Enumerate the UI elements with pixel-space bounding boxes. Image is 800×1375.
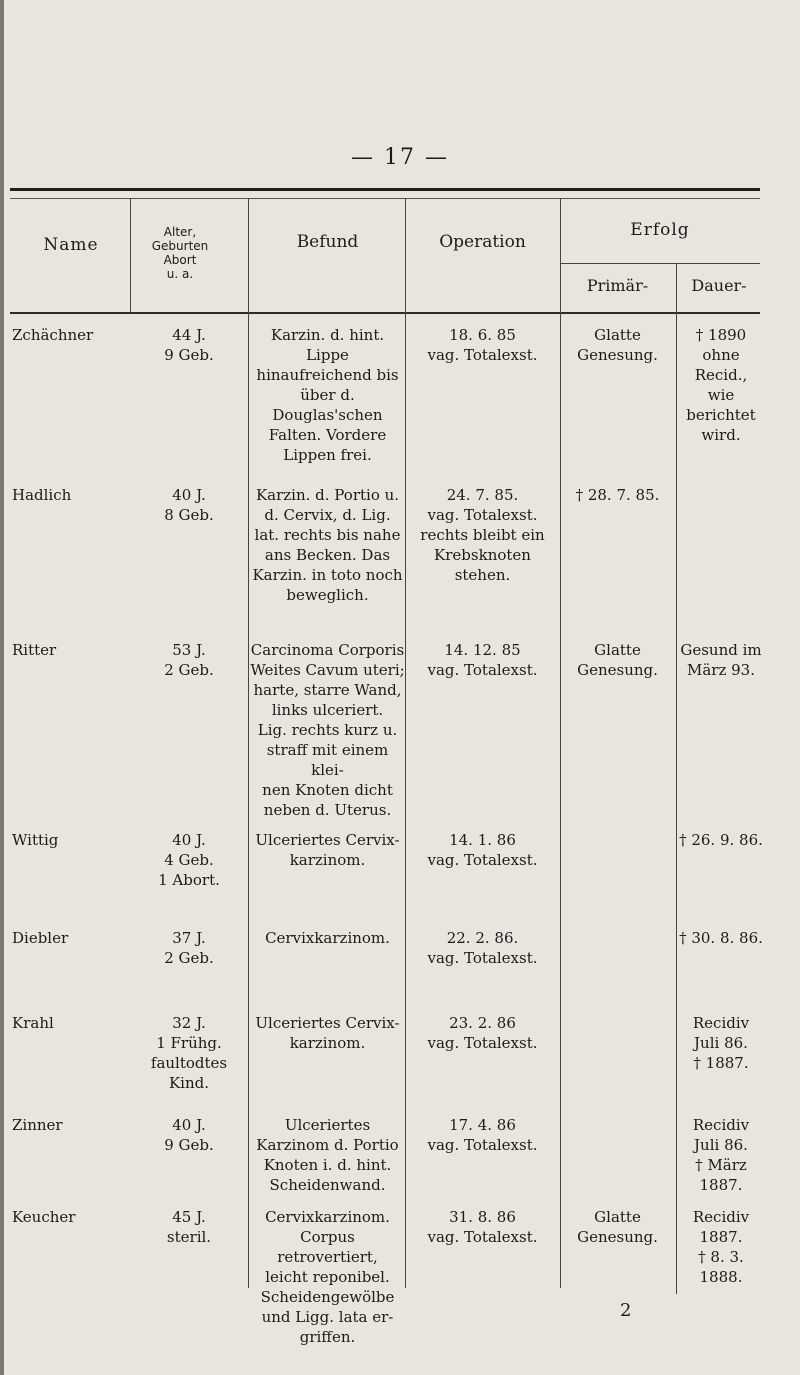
row-name: Zinner: [12, 1116, 63, 1134]
row-dauer: Gesund im März 93.: [680, 641, 762, 679]
row-operation: 14. 1. 86 vag. Totalexst.: [427, 831, 538, 869]
row-alter: 32 J. 1 Frühg. faultodtes Kind.: [150, 1014, 228, 1092]
row-befund: Karzin. d. Portio u. d. Cervix, d. Lig. lat. rechts bis nahe ans Becken. Das Karzin. in toto noch beweglich.: [252, 486, 403, 604]
row-dauer: Recidiv Juli 86. † 1887.: [692, 1014, 750, 1072]
header-alter: Alter, Geburten Abort u. a.: [151, 225, 209, 281]
footer-number: 2: [620, 1300, 632, 1321]
row-alter: 40 J. 9 Geb.: [164, 1116, 214, 1154]
row-name: Wittig: [12, 831, 59, 849]
row-dauer: † 1890 ohne Recid., wie berichtet wird.: [686, 326, 756, 444]
row-befund: Ulceriertes Cervix- karzinom.: [255, 1014, 400, 1052]
row-alter: 40 J. 8 Geb.: [164, 486, 214, 524]
row-operation: 31. 8. 86 vag. Totalexst.: [427, 1208, 538, 1246]
row-operation: 24. 7. 85. vag. Totalexst. rechts bleibt ein Krebsknoten stehen.: [420, 486, 545, 584]
row-name: Krahl: [12, 1014, 54, 1032]
row-primaer: † 28. 7. 85.: [575, 486, 660, 504]
row-befund: Ulceriertes Karzinom d. Portio Knoten i. d. hint. Scheidenwand.: [256, 1116, 399, 1194]
header-erfolg: Erfolg: [630, 220, 690, 240]
row-primaer: Glatte Genesung.: [577, 641, 658, 679]
row-operation: 14. 12. 85 vag. Totalexst.: [427, 641, 538, 679]
row-befund: Ulceriertes Cervix- karzinom.: [255, 831, 400, 869]
row-name: Ritter: [12, 641, 57, 659]
row-befund: Cervixkarzinom.: [265, 929, 390, 947]
row-primaer: Glatte Genesung.: [577, 1208, 658, 1246]
header-befund: Befund: [296, 232, 359, 252]
row-primaer: Glatte Genesung.: [577, 326, 658, 364]
row-befund: Carcinoma Corporis Weites Cavum uteri; harte, starre Wand, links ulceriert. Lig. rechts kurz u. straff mit einem klei- nen Knoten dicht neben d. Uterus.: [250, 641, 405, 819]
row-name: Zchächner: [12, 326, 94, 344]
page-number: — 17 —: [351, 145, 449, 170]
header-bottom-rule: [10, 312, 760, 314]
top-rule: [10, 188, 760, 191]
row-operation: 22. 2. 86. vag. Totalexst.: [427, 929, 538, 967]
erfolg-rule: [560, 263, 760, 264]
header-rule: [10, 198, 760, 199]
row-operation: 23. 2. 86 vag. Totalexst.: [427, 1014, 538, 1052]
column-divider: [248, 198, 249, 1288]
row-alter: 44 J. 9 Geb.: [164, 326, 214, 364]
row-alter: 40 J. 4 Geb. 1 Abort.: [158, 831, 220, 889]
row-befund: Karzin. d. hint. Lippe hinaufreichend bis über d. Douglas'schen Falten. Vordere Lippen frei.: [256, 326, 399, 464]
column-divider: [130, 198, 131, 313]
row-dauer: Recidiv 1887. † 8. 3. 1888.: [692, 1208, 750, 1286]
row-name: Hadlich: [12, 486, 72, 504]
row-dauer: Recidiv Juli 86. † März 1887.: [692, 1116, 750, 1194]
row-dauer: † 26. 9. 86.: [679, 831, 763, 849]
page-edge: [0, 0, 4, 1375]
row-alter: 45 J. steril.: [166, 1208, 212, 1246]
header-name: Name: [43, 235, 99, 255]
row-operation: 17. 4. 86 vag. Totalexst.: [427, 1116, 538, 1154]
header-operation: Operation: [439, 232, 526, 252]
row-befund: Cervixkarzinom. Corpus retrovertiert, leicht reponibel. Scheidengewölbe und Ligg. lata er- griffen.: [260, 1208, 395, 1346]
row-operation: 18. 6. 85 vag. Totalexst.: [427, 326, 538, 364]
header-dauer: Dauer-: [691, 276, 747, 295]
row-alter: 53 J. 2 Geb.: [164, 641, 214, 679]
row-name: Diebler: [12, 929, 69, 947]
header-primaer: Primär-: [586, 276, 649, 295]
row-name: Keucher: [12, 1208, 76, 1226]
row-dauer: † 30. 8. 86.: [679, 929, 763, 947]
row-alter: 37 J. 2 Geb.: [164, 929, 214, 967]
